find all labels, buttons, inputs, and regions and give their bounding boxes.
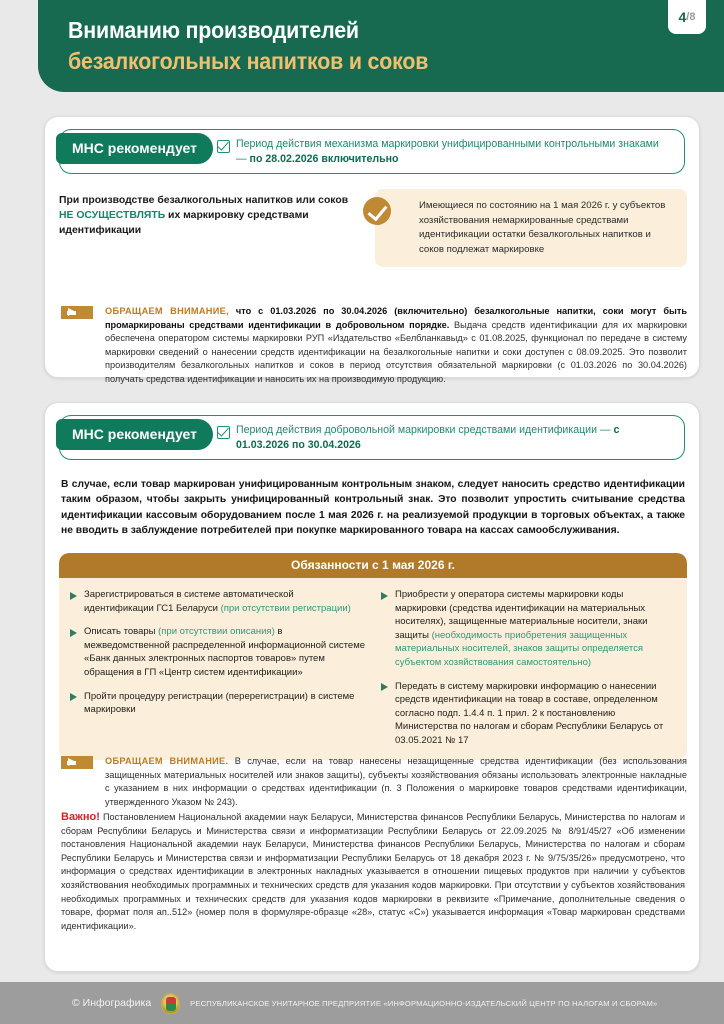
page-title-line-1: Вниманию производителей [68,17,359,43]
obligation-item-text: в межведомственной распределенной информационной системе «Банк данных электронных паспортов товаров» путем обращения в ГП «Центр систем идентификации» [84,626,366,678]
page-footer [0,982,724,1024]
footer-copyright: © Инфографика [72,997,152,1009]
important-block [61,811,685,933]
obligation-item-text: Описать товары [84,626,159,638]
obligations-panel [59,553,687,760]
mns-banner-text-1 [236,137,672,166]
mns-banner-1 [59,129,685,174]
checkbox-check-icon [217,426,230,439]
mns-banner-text-2 [236,423,672,452]
obligations-column-right [380,588,677,748]
attention-block-2 [61,755,687,809]
obligations-columns [59,578,687,760]
obligation-item [380,588,677,670]
block1-left-note [59,189,359,267]
block1-columns [59,189,687,267]
block1-left-note-part2: их маркировку средствами идентификации [59,210,309,236]
footer-organization: РЕСПУБЛИКАНСКОЕ УНИТАРНОЕ ПРЕДПРИЯТИЕ «ИНФОРМАЦИОННО-ИЗДАТЕЛЬСКИЙ ЦЕНТР ПО НАЛОГАМ И СБОРАМ» [190,998,658,1008]
card-block-1 [44,116,700,384]
attention-block-1 [61,305,687,387]
attention-rest-2: В случае, если на товар нанесены незащищенные средства идентификации (без использования защищенных материальных носителей или знаков защиты), субъекты хозяйствования обязаны использовать электронные накладные с указанием в них информации о средствах идентификации (п. 3 Положения о маркировке товаров средствами идентификации, утвержденного Указом № 243). [105,756,687,807]
arrow-right-icon [61,306,93,319]
mns-banner-2 [59,415,685,460]
arrow-right-icon [61,756,93,769]
block2-paragraph: В случае, если товар маркирован унифицированным контрольным знаком, следует наносить средство идентификации таким образом, чтобы закрыть унифицированный контрольный знак. Это позволит упростить считывание средства идентификации кассовым оборудованием после 1 мая 2026 г. на реализуемой продукции в торговых объектах, а также не вводить в заблуждение потребителей при покупке маркированного товара на кассах самообслуживания. [61,479,685,537]
mns-banner-text-2-plain: Период действия добровольной маркировки средствами идентификации — [236,424,614,436]
attention-label-1: ОБРАЩАЕМ ВНИМАНИЕ, [105,306,229,316]
card-block-2 [44,402,700,972]
attention-block-2-text [105,755,687,809]
mns-banner-text-1-bold: по 28.02.2026 включительно [249,152,399,165]
obligation-item [69,690,366,717]
attention-rest-1: Выдача средств идентификации для их маркировки обеспечена оператором системы маркировки РУП «Издательство «Белбланкавыд» с 01.08.2025, функционал по передаче в систему маркировки сведений о нанесении средств идентификации на безалкогольные напитки и соки доступен с 08.09.2025. Это позволит производителям безалкогольных напитков и соков в период отсутствия обязательной маркировки (с 01.03.2026 по 30.04.2026) получать средства идентификации и наносить их на производимую продукцию. [105,319,688,384]
block1-left-note-part1: При производстве безалкогольных напитков или соков [59,195,349,206]
obligation-item-text: (при отсутствии регистрации) [220,602,351,614]
obligation-item [69,625,366,679]
attention-bold-1: что с 01.03.2026 по 30.04.2026 (включительно) безалкогольные напитки, соки могут быть промаркированы средствами идентификации в добровольном порядке. [105,306,687,330]
page-number-current: 4 [678,9,687,25]
mns-recommends-badge-2: МНС рекомендует [56,419,213,450]
important-text: Постановлением Национальной академии наук Беларуси, Министерства финансов Республики Беларусь, Министерства по налогам и сборам Республики Беларусь и Министерства связи и информатизации Республики Беларусь от 22.09.2025 № 8/91/45/27 «Об изменении постановления Национальной академии наук Беларуси, Министерства финансов Республики Беларусь, Министерства по налогам и сборам Республики Беларусь и Министерства связи и информатизации Республики Беларусь от 18 декабря 2023 г. № 9/75/35/26» предусмотрено, что информация о средствах идентификации в электронных накладных указывается в отношении пищевых продуктов при наличии у субъектов хозяйствования необходимых программных и технических средств для указания кодов маркировки. При отсутствии у субъектов хозяйствования необходимых программных и технических средств для указания кодов маркировки в реквизите «Примечание, дополнительные сведения о товаре, формат поля ап..512» (номер поля в формуляре-образце «28», статус «С») указывается информация «Товар маркирован средствами идентификации». [61,812,685,931]
page-number-badge [668,0,706,34]
obligations-column-left [69,588,366,748]
header-title-group [68,16,455,75]
block1-left-note-highlight: НЕ ОСУЩЕСТВЛЯТЬ [59,210,166,221]
obligation-item-text: (при отсутствии описания) [158,626,275,638]
mns-banner-text-1-plain: Период действия механизма маркировки унифицированными контрольными знаками — [236,138,659,165]
checkbox-check-icon [217,140,230,153]
coat-of-arms-icon [161,993,180,1014]
page-header [38,0,724,92]
obligation-item-text: Зарегистрироваться в системе автоматической идентификации ГС1 Беларуси [84,589,294,614]
obligation-item-text: Приобрести у оператора системы маркировки коды маркировки (средства идентификации на материальных носителях), защищенные материальные носители, знаки защиты [395,589,648,641]
attention-block-1-text [105,305,687,387]
attention-label-2: ОБРАЩАЕМ ВНИМАНИЕ. [105,756,229,766]
page-number-total: /8 [686,11,696,23]
obligations-title: Обязанности с 1 мая 2026 г. [59,553,687,578]
obligation-item [380,680,677,748]
obligation-item-text: (необходимость приобретения защищенных материальных носителей, знаков защиты определяется субъектом хозяйствования самостоятельно) [395,629,643,668]
mns-recommends-badge-1: МНС рекомендует [56,133,213,164]
obligation-item [69,588,366,615]
block1-beige-callout [375,189,687,267]
block1-beige-text: Имеющиеся по состоянию на 1 мая 2026 г. у субъектов хозяйствования немаркированные средствами идентификации остатки безалкогольных напитков и соков подлежат маркировке [419,200,666,255]
circle-check-icon [363,197,391,225]
obligation-item-text: Передать в систему маркировки информацию о нанесении средств идентификации на товар в составе, определенном согласно подп. 1.4.4 п. 1 прил. 2 к постановлению Министерства по налогам и сборам Республики Беларусь от 03.05.2021 № 17 [395,680,664,746]
obligation-item-text: Пройти процедуру регистрации (перерегистрации) в системе маркировки [84,690,355,716]
page-title-line-2: безалкогольных напитков и соков [68,48,429,74]
important-label: Важно! [61,811,100,823]
mns-banner-text-2-bold: с 01.03.2026 по 30.04.2026 [236,424,620,451]
